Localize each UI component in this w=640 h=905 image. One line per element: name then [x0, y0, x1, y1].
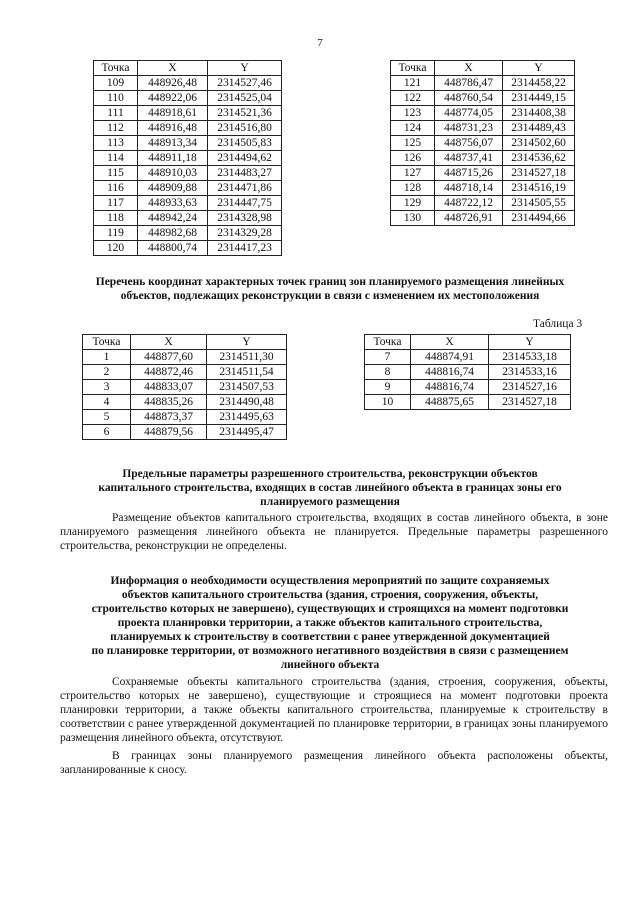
- table-header-row: [94, 61, 282, 76]
- table-row: [83, 410, 287, 425]
- table-row: [365, 365, 571, 380]
- heading-line: капитального строительства, входящих в состав линейного объекта в границах зоны его: [98, 482, 562, 494]
- paragraph-limit-parameters: [60, 511, 608, 553]
- y-coordinate: 2314489,43: [503, 121, 575, 136]
- table-row: [391, 91, 575, 106]
- x-coordinate: 448726,91: [435, 211, 503, 226]
- coords-table-b-left: [82, 334, 287, 440]
- x-coordinate: 448877,60: [131, 350, 207, 365]
- table-row: [391, 151, 575, 166]
- point-number: 126: [391, 151, 435, 166]
- x-coordinate: 448833,07: [131, 380, 207, 395]
- column-header: X: [435, 61, 503, 76]
- y-coordinate: 2314494,66: [503, 211, 575, 226]
- point-number: 7: [365, 350, 411, 365]
- paragraph-demolition: [60, 749, 608, 777]
- point-number: 124: [391, 121, 435, 136]
- point-number: 125: [391, 136, 435, 151]
- table-row: [83, 380, 287, 395]
- column-header: Y: [503, 61, 575, 76]
- point-number: 1: [83, 350, 131, 365]
- x-coordinate: 448718,14: [435, 181, 503, 196]
- y-coordinate: 2314490,48: [207, 395, 287, 410]
- heading-line: объектов капитального строительства (здания, строения, сооружения, объекты,: [121, 589, 539, 601]
- point-number: 2: [83, 365, 131, 380]
- y-coordinate: 2314521,36: [208, 106, 282, 121]
- point-number: 4: [83, 395, 131, 410]
- y-coordinate: 2314527,18: [503, 166, 575, 181]
- y-coordinate: 2314505,83: [208, 136, 282, 151]
- heading-line: по планировке территории, от возможного негативного воздействия в связи с размещением: [91, 645, 569, 657]
- x-coordinate: 448737,41: [435, 151, 503, 166]
- table-row: [94, 196, 282, 211]
- point-number: 117: [94, 196, 138, 211]
- table-row: [83, 425, 287, 440]
- heading-limit-parameters: [60, 467, 600, 509]
- table-row: [94, 241, 282, 256]
- y-coordinate: 2314408,38: [503, 106, 575, 121]
- column-header: Y: [207, 335, 287, 350]
- y-coordinate: 2314527,46: [208, 76, 282, 91]
- x-coordinate: 448874,91: [411, 350, 489, 365]
- table-header-row: [83, 335, 287, 350]
- table-row: [391, 196, 575, 211]
- table-row: [94, 151, 282, 166]
- table-row: [391, 166, 575, 181]
- x-coordinate: 448910,03: [138, 166, 208, 181]
- x-coordinate: 448731,23: [435, 121, 503, 136]
- point-number: 129: [391, 196, 435, 211]
- y-coordinate: 2314533,16: [489, 365, 571, 380]
- x-coordinate: 448909,88: [138, 181, 208, 196]
- heading-line: Перечень координат характерных точек границ зон планируемого размещения линейных: [95, 276, 565, 288]
- point-number: 6: [83, 425, 131, 440]
- table-row: [365, 395, 571, 410]
- heading-line: планируемого размещения: [260, 496, 400, 508]
- heading-coords-reconstruction: [70, 275, 590, 303]
- table-row: [83, 365, 287, 380]
- table-row: [94, 226, 282, 241]
- table-row: [94, 106, 282, 121]
- column-header: Y: [208, 61, 282, 76]
- point-number: 123: [391, 106, 435, 121]
- y-coordinate: 2314527,16: [489, 380, 571, 395]
- column-header: Точка: [391, 61, 435, 76]
- x-coordinate: 448982,68: [138, 226, 208, 241]
- y-coordinate: 2314527,18: [489, 395, 571, 410]
- table-row: [391, 76, 575, 91]
- paragraph-text: Сохраняемые объекты капитального строительства (здания, строения, сооружения, объекты, строительство которых не завершено), существующие и строящиеся на момент подготовки проекта планировки территории, а также объекты капитального строительства, планируемые к строительству в соответствии с ранее утвержденной документацией по планировке территории, в границах зоны планируемого размещения линейного объекта, отсутствуют.: [60, 676, 608, 744]
- point-number: 130: [391, 211, 435, 226]
- point-number: 5: [83, 410, 131, 425]
- heading-line: планируемых к строительству в соответствии с ранее утвержденной документацией: [110, 631, 550, 643]
- point-number: 3: [83, 380, 131, 395]
- point-number: 8: [365, 365, 411, 380]
- point-number: 128: [391, 181, 435, 196]
- x-coordinate: 448942,24: [138, 211, 208, 226]
- x-coordinate: 448816,74: [411, 365, 489, 380]
- x-coordinate: 448774,05: [435, 106, 503, 121]
- y-coordinate: 2314507,53: [207, 380, 287, 395]
- column-header: X: [131, 335, 207, 350]
- coords-table-a-left: [93, 60, 282, 256]
- x-coordinate: 448800,74: [138, 241, 208, 256]
- table-header-row: [391, 61, 575, 76]
- table-row: [391, 106, 575, 121]
- y-coordinate: 2314505,55: [503, 196, 575, 211]
- x-coordinate: 448922,06: [138, 91, 208, 106]
- heading-line: строительство которых не завершено), существующих и строящихся на момент подготовки: [91, 603, 569, 615]
- y-coordinate: 2314536,62: [503, 151, 575, 166]
- table-row: [94, 91, 282, 106]
- y-coordinate: 2314495,63: [207, 410, 287, 425]
- column-header: Точка: [94, 61, 138, 76]
- point-number: 10: [365, 395, 411, 410]
- point-number: 9: [365, 380, 411, 395]
- point-number: 111: [94, 106, 138, 121]
- point-number: 120: [94, 241, 138, 256]
- table-row: [94, 181, 282, 196]
- y-coordinate: 2314447,75: [208, 196, 282, 211]
- x-coordinate: 448875,65: [411, 395, 489, 410]
- point-number: 112: [94, 121, 138, 136]
- paragraph-text: Размещение объектов капитального строительства, входящих в состав линейного объекта, в зоне планируемого размещения линейного объекта не планируется. Предельные параметры разрешенного строительства, реконструкции не определены.: [60, 512, 608, 552]
- heading-line: Информация о необходимости осуществления мероприятий по защите сохраняемых: [110, 575, 550, 587]
- point-number: 118: [94, 211, 138, 226]
- y-coordinate: 2314495,47: [207, 425, 287, 440]
- table-row: [94, 211, 282, 226]
- table-row: [365, 350, 571, 365]
- y-coordinate: 2314458,22: [503, 76, 575, 91]
- table-row: [391, 211, 575, 226]
- x-coordinate: 448760,54: [435, 91, 503, 106]
- table-row: [94, 136, 282, 151]
- x-coordinate: 448933,63: [138, 196, 208, 211]
- x-coordinate: 448722,12: [435, 196, 503, 211]
- x-coordinate: 448911,18: [138, 151, 208, 166]
- coords-table-a-right: [390, 60, 575, 226]
- y-coordinate: 2314533,18: [489, 350, 571, 365]
- x-coordinate: 448879,56: [131, 425, 207, 440]
- y-coordinate: 2314511,54: [207, 365, 287, 380]
- table-row: [391, 181, 575, 196]
- page-number: 7: [317, 37, 323, 49]
- table-row: [391, 136, 575, 151]
- point-number: 121: [391, 76, 435, 91]
- point-number: 127: [391, 166, 435, 181]
- y-coordinate: 2314417,23: [208, 241, 282, 256]
- table-row: [83, 395, 287, 410]
- x-coordinate: 448913,34: [138, 136, 208, 151]
- heading-line: проекта планировки территории, а также объектов капитального строительства,: [117, 617, 543, 629]
- x-coordinate: 448873,37: [131, 410, 207, 425]
- y-coordinate: 2314525,04: [208, 91, 282, 106]
- y-coordinate: 2314328,98: [208, 211, 282, 226]
- table-header-row: [365, 335, 571, 350]
- table-caption: Таблица 3: [533, 318, 583, 330]
- y-coordinate: 2314329,28: [208, 226, 282, 241]
- heading-line: линейного объекта: [280, 659, 380, 671]
- y-coordinate: 2314516,80: [208, 121, 282, 136]
- table-row: [94, 76, 282, 91]
- table-row: [391, 121, 575, 136]
- point-number: 122: [391, 91, 435, 106]
- column-header: X: [138, 61, 208, 76]
- y-coordinate: 2314471,86: [208, 181, 282, 196]
- y-coordinate: 2314502,60: [503, 136, 575, 151]
- column-header: Точка: [365, 335, 411, 350]
- x-coordinate: 448835,26: [131, 395, 207, 410]
- y-coordinate: 2314511,30: [207, 350, 287, 365]
- point-number: 113: [94, 136, 138, 151]
- point-number: 114: [94, 151, 138, 166]
- heading-line: объектов, подлежащих реконструкции в связи с изменением их местоположения: [120, 290, 540, 302]
- x-coordinate: 448872,46: [131, 365, 207, 380]
- x-coordinate: 448926,48: [138, 76, 208, 91]
- column-header: X: [411, 335, 489, 350]
- paragraph-protection-measures: [60, 675, 608, 745]
- x-coordinate: 448756,07: [435, 136, 503, 151]
- heading-line: Предельные параметры разрешенного строительства, реконструкции объектов: [122, 468, 538, 480]
- point-number: 110: [94, 91, 138, 106]
- point-number: 115: [94, 166, 138, 181]
- point-number: 119: [94, 226, 138, 241]
- x-coordinate: 448816,74: [411, 380, 489, 395]
- table-row: [365, 380, 571, 395]
- point-number: 116: [94, 181, 138, 196]
- x-coordinate: 448918,61: [138, 106, 208, 121]
- x-coordinate: 448786,47: [435, 76, 503, 91]
- point-number: 109: [94, 76, 138, 91]
- table-row: [94, 121, 282, 136]
- y-coordinate: 2314483,27: [208, 166, 282, 181]
- column-header: Y: [489, 335, 571, 350]
- y-coordinate: 2314449,15: [503, 91, 575, 106]
- column-header: Точка: [83, 335, 131, 350]
- y-coordinate: 2314494,62: [208, 151, 282, 166]
- paragraph-text: В границах зоны планируемого размещения линейного объекта расположены объекты, запланированные к сносу.: [60, 750, 608, 776]
- table-row: [83, 350, 287, 365]
- table-row: [94, 166, 282, 181]
- coords-table-b-right: [364, 334, 571, 410]
- y-coordinate: 2314516,19: [503, 181, 575, 196]
- x-coordinate: 448715,26: [435, 166, 503, 181]
- x-coordinate: 448916,48: [138, 121, 208, 136]
- heading-protection-measures: [56, 574, 604, 672]
